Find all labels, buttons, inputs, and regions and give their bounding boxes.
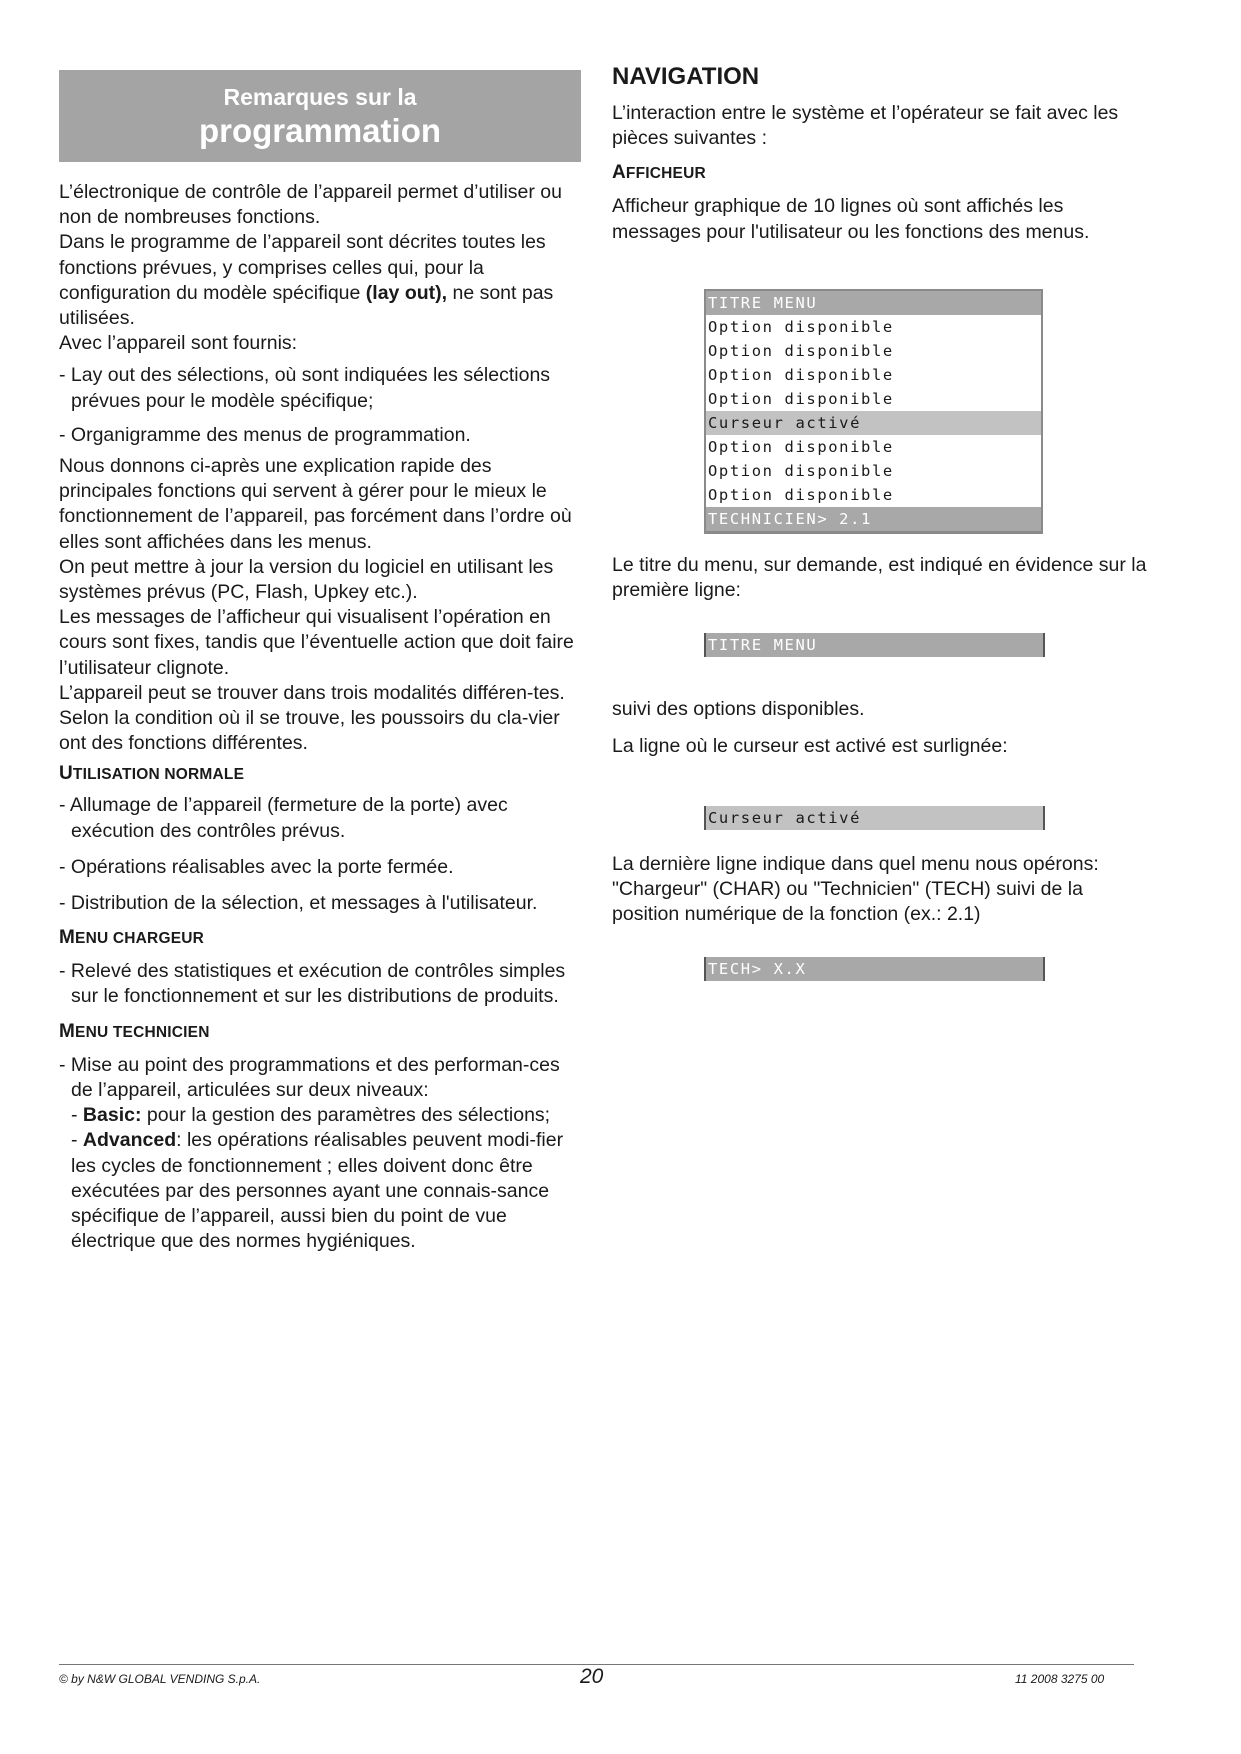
intro-paragraph-1: L’électronique de contrôle de l’appareil permet d’utiliser ou non de nombreuses fonctions. <box>59 181 562 229</box>
lcd-title-line: TITRE MENU <box>706 291 1041 315</box>
explanation-paragraph: Nous donnons ci-après une explication rapide des principales fonctions qui servent à gérer pour le mieux le fonctionnement de l’appareil, pas forcément dans l’ordre où elles sont affichées dans les menus. <box>59 455 572 553</box>
lcd-option-line: Option disponible <box>708 342 894 360</box>
heading-rest: ENU CHARGEUR <box>75 930 205 948</box>
basic-text: pour la gestion des paramètres des sélections; <box>141 1104 551 1127</box>
left-column <box>59 70 581 1254</box>
navigation-intro: L’interaction entre le système et l’opérateur se fait avec les pièces suivantes : <box>612 102 1119 150</box>
lcd-cursor-line: Curseur activé <box>706 411 1041 435</box>
bullet: - <box>71 1104 83 1127</box>
heading-rest: TILISATION NORMALE <box>72 766 245 784</box>
basic-item <box>59 1103 581 1128</box>
footer-copyright: © by N&W GLOBAL VENDING S.p.A. <box>59 1672 261 1686</box>
supplied-item: - Lay out des sélections, où sont indiquées les sélections prévues pour le modèle spécifique; <box>59 364 551 412</box>
utilisation-heading <box>59 764 581 785</box>
advanced-label: Advanced <box>82 1129 177 1152</box>
explanation-paragraph: On peut mettre à jour la version du logiciel en utilisant les systèmes prévus (PC, Flash, Upkey etc.). <box>59 555 554 604</box>
lcd-option-line: Option disponible <box>708 366 894 384</box>
intro-paragraph-2 <box>59 230 581 331</box>
explanation-paragraph: Les messages de l’afficheur qui visualisent l’opération en cours sont fixes, tandis que l’éventuelle action que doit faire l’utilisateur clignote. <box>59 606 574 679</box>
lcd-option-line: Option disponible <box>708 462 894 480</box>
advanced-item <box>59 1128 581 1254</box>
footer-doc-code: 11 2008 3275 00 <box>1015 1672 1105 1686</box>
heading-rest: FFICHEUR <box>625 165 706 183</box>
basic-label: Basic: <box>82 1104 142 1127</box>
technicien-heading <box>59 1022 581 1043</box>
explanation-paragraph: Selon la condition où il se trouve, les poussoirs du cla-vier ont des fonctions différentes. <box>59 707 560 755</box>
intro-paragraph-3: Avec l’appareil sont fournis: <box>59 332 298 355</box>
page-number: 20 <box>580 1665 604 1688</box>
heading-cap: M <box>59 1020 76 1042</box>
heading-cap: A <box>612 162 626 184</box>
chargeur-item: - Relevé des statistiques et exécution de contrôles simples sur le fonctionnement et sur les distributions de produits. <box>59 960 566 1008</box>
explanation-paragraph: L’appareil peut se trouver dans trois modalités différen-tes. <box>59 681 565 704</box>
heading-rest: ENU TECHNICIEN <box>75 1023 210 1041</box>
heading-cap: M <box>59 927 76 949</box>
intro-text: Dans le programme de l’appareil sont décrites toutes les fonctions prévues, y comprises celles qui, pour la configuration du modèle spécifique <box>59 231 546 304</box>
menu-title-text: Le titre du menu, sur demande, est indiqué en évidence sur la première ligne: <box>612 554 1147 602</box>
lcd-status-line: TECHNICIEN> 2.1 <box>706 507 1041 531</box>
last-line-text: La dernière ligne indique dans quel menu nous opérons: "Chargeur" (CHAR) ou "Technicien" (TECH) suivi de la position numérique de la fonction (ex.: 2.1) <box>612 853 1099 926</box>
lcd-title-bar: TITRE MENU <box>704 633 1045 657</box>
supplied-item: - Organigramme des menus de programmation. <box>59 423 471 446</box>
lcd-option-line: Option disponible <box>708 486 894 504</box>
utilisation-item: - Opérations réalisables avec la porte fermée. <box>59 855 454 878</box>
lcd-option-line: Option disponible <box>708 390 894 408</box>
chargeur-heading <box>59 928 581 949</box>
section-title-box <box>59 70 581 162</box>
lcd-option-line: Option disponible <box>708 318 894 336</box>
bullet: - <box>71 1129 83 1152</box>
section-title-line1: Remarques sur la <box>223 84 417 110</box>
cursor-text: La ligne où le curseur est activé est surlignée: <box>612 735 1008 757</box>
technicien-item: - Mise au point des programmations et des performan-ces de l’appareil, articulées sur deux niveaux: <box>59 1053 560 1101</box>
lcd-tech-bar: TECH> X.X <box>704 957 1045 981</box>
lcd-cursor-bar: Curseur activé <box>704 806 1045 830</box>
navigation-title: NAVIGATION <box>612 63 760 90</box>
intro-bold: (lay out), <box>365 281 448 304</box>
lcd-display <box>704 289 1043 534</box>
intro-text-end: ne sont pas utilisées. <box>59 281 554 330</box>
advanced-text: : les opérations réalisables peuvent modi-fier les cycles de fonctionnement ; elles doivent donc être exécutées par des personnes ayant une connais-sance spécifique de l’appareil, aussi bien du point de vue électrique que des normes hygiéniques. <box>71 1129 564 1253</box>
right-column <box>612 62 1142 245</box>
options-text: suivi des options disponibles. <box>612 698 865 720</box>
utilisation-item: - Distribution de la sélection, et messages à l'utilisateur. <box>59 892 538 915</box>
heading-cap: U <box>59 763 73 785</box>
section-title-line2: programmation <box>198 112 442 149</box>
afficheur-text: Afficheur graphique de 10 lignes où sont affichés les messages pour l'utilisateur ou les fonctions des menus. <box>612 195 1090 243</box>
lcd-option-line: Option disponible <box>708 438 894 456</box>
afficheur-heading <box>612 163 1142 184</box>
utilisation-item: - Allumage de l’appareil (fermeture de la porte) avec exécution des contrôles prévus. <box>59 794 508 842</box>
